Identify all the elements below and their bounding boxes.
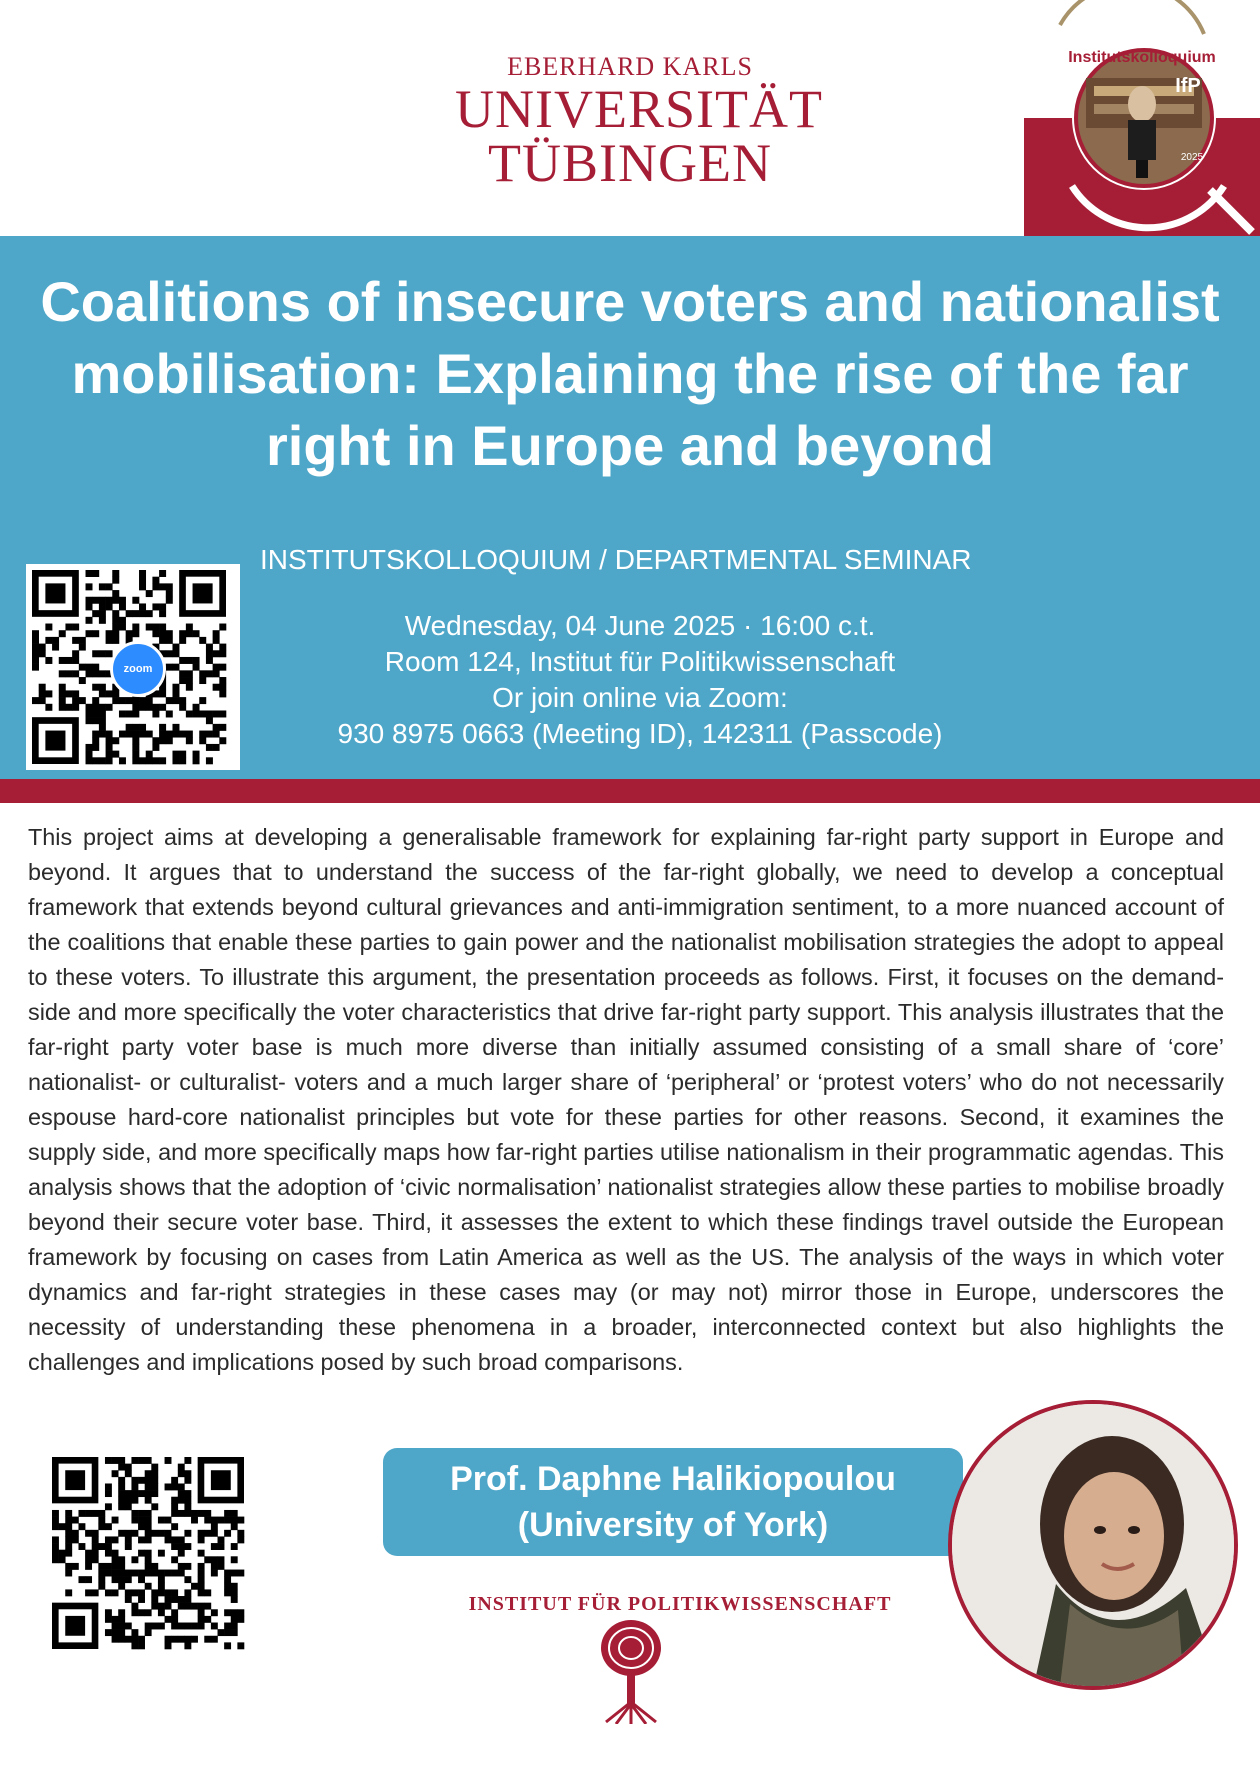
seminar-label: INSTITUTSKOLLOQUIUM / DEPARTMENTAL SEMINAR [260,544,972,575]
speaker-name: Prof. Daphne Halikiopoulou [450,1460,896,1498]
event-online-note: Or join online via Zoom: [492,682,788,713]
zoom-qr-code[interactable] [26,564,240,770]
header [0,0,1260,236]
university-name-line1: EBERHARD KARLS [507,52,753,81]
badge-abbr: IfP [1175,75,1201,97]
event-date-time: Wednesday, 04 June 2025 · 16:00 c.t. [404,610,876,641]
university-name-line3: TÜBINGEN [488,133,772,193]
speaker-affiliation: (University of York) [517,1506,829,1544]
talk-title: Coalitions of insecure voters and nationalist mobilisation: Explaining the rise of the far right in Europe and beyond [40,270,1220,477]
event-details [280,608,1000,752]
badge-year: 2025 [1180,152,1204,163]
university-logo [455,52,823,193]
info-qr-code[interactable] [50,1455,246,1651]
speaker-box [383,1448,963,1556]
abstract-text: This project aims at developing a generalisable framework for explaining far-right party support in Europe and beyond. It argues that to understand the success of the far-right globally, we need to develop a conceptual framework that extends beyond cultural grievances and anti-immigration sentiment, to a more nuanced account of the coalitions that enable these parties to gain power and the nationalist mobilisation strategies the adopt to appeal to these voters. To illustrate this argument, the presentation proceeds as follows. First, it focuses on the demand-side and more specifically the voter characteristics that drive far-right party support. This analysis illustrates that the far-right party voter base is much more diverse than initially assumed consisting of a small share of ‘core’ nationalist- or culturalist- voters and a much larger share of ‘peripheral’ or ‘protest voters’ who do not necessarily espouse hard-core nationalist principles but vote for these parties for other reasons. Second, it examines the supply side, and more specifically maps how far-right parties utilise nationalism in their programmatic agendas. This analysis shows that the adoption of ‘civic normalisation’ nationalist strategies allow these parties to mobilise broadly beyond their secure voter base. Third, it assesses the extent to which these findings travel outside the European framework by focusing on cases from Latin America as well as the US. The analysis of the ways in which voter dynamics and far-right strategies in these cases may (or may not) mirror those in Europe, underscores the necessity of understanding these phenomena in a broader, interconnected context but also highlights the challenges and implications posed by such broad comparisons. [28,824,1224,1375]
tree-logo-icon [596,1618,666,1724]
qr-code-icon [50,1455,246,1651]
event-banner [0,236,1260,779]
badge-title: Institutskolloquium [1068,49,1216,66]
university-name-line2: UNIVERSITÄT [455,79,823,139]
event-room: Room 124, Institut für Politikwissenschaft [384,646,896,677]
institute-name: INSTITUT FÜR POLITIKWISSENSCHAFT [468,1593,892,1615]
zoom-meeting-credentials: 930 8975 0663 (Meeting ID), 142311 (Passcode) [337,718,943,749]
zoom-logo-icon: zoom [110,641,166,697]
colloquium-badge [1024,0,1260,236]
divider-stripe [0,779,1260,803]
speaker-photo [948,1400,1238,1690]
